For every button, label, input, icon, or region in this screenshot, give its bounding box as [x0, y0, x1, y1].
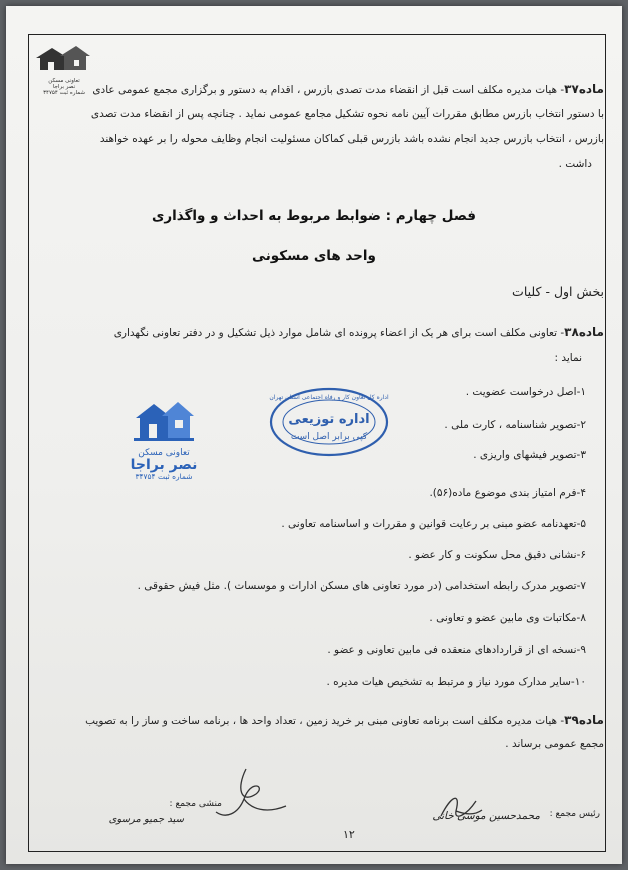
coop-logo-line1: تعاونی مسکن [138, 448, 190, 458]
header-logo-line1: تعاونی مسکن [48, 78, 80, 84]
document-page [6, 6, 622, 864]
article37-line1: ماده۳۷- هیات مدیره مکلف است قبل از انقضاء مدت تصدی بازرس ، اقدام به دستور و برگزاری مجمع عمومی عادی [92, 82, 604, 96]
stamp-center-text: اداره توزیعی [288, 412, 370, 427]
chair-label: رئیس مجمع : [549, 809, 600, 819]
list-item: ۲-تصویر شناسنامه ، کارت ملی . [444, 419, 586, 431]
article39-line1: ماده۳۹- هیات مدیره مکلف است برنامه تعاونی مبنی بر خرید زمین ، تعداد واحد ها ، برنامه ساخت و ساز را به تصویب [85, 713, 604, 727]
secretary-name: سید جمیو مرسوی [108, 814, 184, 825]
article38-line2: نماید : [554, 352, 582, 364]
page-number: ۱۲ [343, 828, 355, 841]
secretary-label: منشی مجمع : [169, 799, 222, 809]
list-item: ۸-مکاتبات وی مابین عضو و تعاونی . [429, 612, 586, 624]
article39-line2: مجمع عمومی برساند . [505, 738, 604, 750]
house-logo-icon [34, 44, 92, 74]
header-logo-line3: شماره ثبت ۳۴۷۵۴ [43, 90, 85, 96]
header-logo-line2: نصر براجا [52, 84, 76, 90]
list-item: ۴-فرم امتیاز بندی موضوع ماده(۵۶). [429, 487, 586, 499]
article37-line2: با دستور انتخاب بازرس مطابق مقررات آیین نامه نحوه تشکیل مجامع عمومی نماید . چنانچه پس از انقضاء مدت تصدی [90, 108, 604, 120]
article37-line4: داشت . [558, 158, 592, 170]
part-title: بخش اول - کلیات [512, 284, 604, 299]
stamp-ring-text: اداره کل تعاون کار و رفاه اجتماعی استان تهران [269, 394, 389, 401]
list-item: ۱-اصل درخواست عضویت . [465, 386, 586, 398]
chair-name: محمدحسین موسی خانی [432, 810, 540, 822]
coop-logo-line2: نصر براجا [130, 457, 198, 473]
cooperative-logo [124, 398, 204, 481]
signature-icon [436, 786, 486, 826]
article38-line1: ماده۳۸- تعاونی مکلف است برای هر یک از اعضاء پرونده ای شامل موارد ذیل تشکیل و در دفتر تعاونی نگهداری [113, 325, 604, 339]
article37-line3: بازرس ، انتخاب بازرس جدید انجام نشده باشد بازرس قبلی کماکان مسئولیت انجام وظایف محوله را بر عهده خواهند [99, 133, 604, 145]
house-logo-icon [132, 398, 196, 442]
signature-icon [206, 764, 296, 834]
article37-label: ماده۳۷ [564, 82, 604, 96]
header-logo [34, 44, 94, 96]
chapter-subtitle: واحد های مسکونی [252, 248, 376, 264]
list-item: ۳-تصویر فیشهای واریزی . [473, 449, 586, 461]
list-item: ۵-تعهدنامه عضو مبنی بر رعایت قوانین و مقررات و اساسنامه تعاونی . [281, 518, 586, 530]
article39-label: ماده۳۹ [564, 713, 604, 727]
list-item: ۶-نشانی دقیق محل سکونت و کار عضو . [408, 549, 586, 561]
stamp-bottom-text: کپی برابر اصل است [290, 432, 368, 442]
chapter-title: فصل چهارم : ضوابط مربوط به احداث و واگذاری [152, 208, 476, 224]
list-item: ۷-تصویر مدرک رابطه استخدامی (در مورد تعاونی های مسکن ادارات و موسسات ). مثل فیش حقوقی . [137, 580, 586, 592]
article38-label: ماده۳۸ [564, 325, 604, 339]
list-item: ۱۰-سایر مدارک مورد نیاز و مرتبط به تشخیص هیات مدیره . [326, 676, 586, 688]
official-stamp [268, 386, 390, 458]
coop-logo-line3: شماره ثبت ۳۴۷۵۴ [135, 472, 193, 481]
list-item: ۹-نسخه ای از قراردادهای منعقده فی مابین تعاونی و عضو . [327, 644, 586, 656]
